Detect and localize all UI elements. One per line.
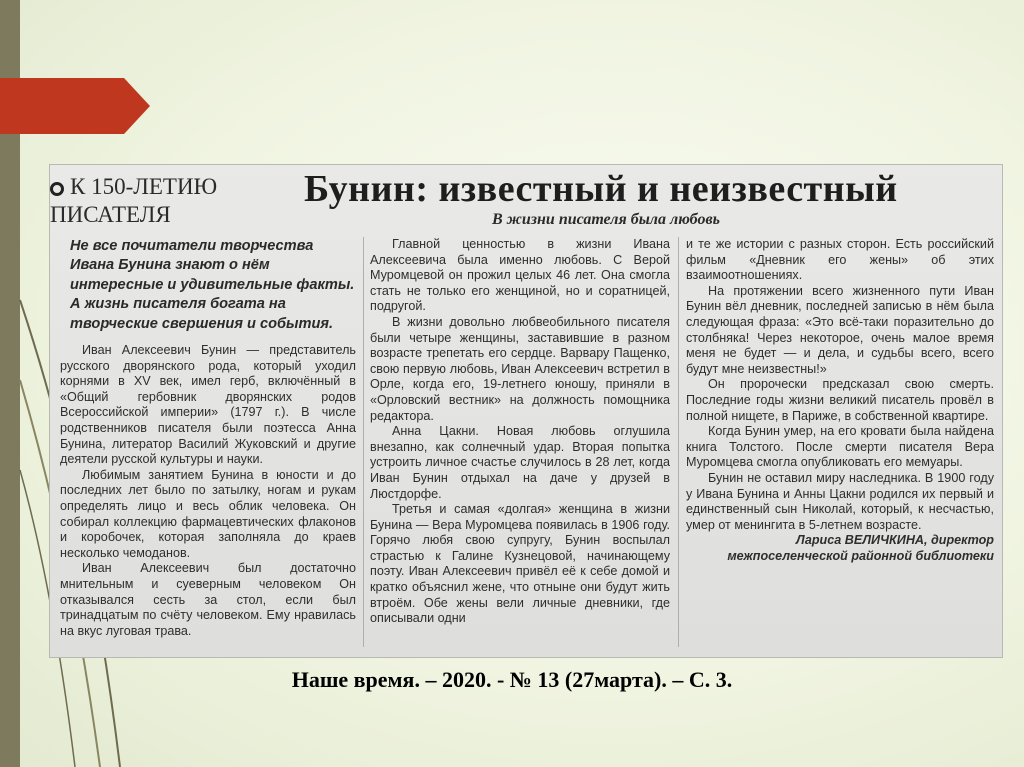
- article-column-1: [60, 343, 356, 639]
- kicker: [50, 173, 270, 229]
- paragraph: Иван Алексеевич был достаточно мнительным и суеверным человеком Он отказывался сесть за стол, если был тринадцатым по счёту человеком. Ему нравилась на вкус луговая трава.: [60, 561, 356, 638]
- paragraph: На протяжении всего жизненного пути Иван Бунин вёл дневник, последней записью в нём была следующая фраза: «Это всё-таки поразительно до столбняка! Через некоторое, очень малое время меня не будет — и дела, и судьбы всего, всего будут мне неизвестны!»: [686, 283, 994, 376]
- article-column-2: [370, 237, 670, 627]
- column-divider: [363, 237, 364, 647]
- author-signature: Лариса ВЕЛИЧКИНА, директор межпоселенческой районной библиотеки: [727, 533, 994, 563]
- headline: Бунин: известный и неизвестный: [304, 168, 898, 210]
- paragraph: Любимым занятием Бунина в юности и до последних лет было по затылку, ногам и рукам определять лицо и весь облик человека. Он собирал коллекцию фармацевтических флаконов и коробочек, которая заполняла до краев несколько чемоданов.: [60, 467, 356, 560]
- paragraph: Главной ценностью в жизни Ивана Алексеевича была именно любовь. С Верой Муромцевой он прожил целых 46 лет. Она смогла стать не только его женщиной, но и соратницей, подругой.: [370, 237, 670, 314]
- paragraph: В жизни довольно любвеобильного писателя были четыре женщины, заставившие в разном возрасте трепетать его сердце. Варвару Пащенко, свою первую любовь, Иван Алексеевич встретил в Орле, когда его, 19-летнего юношу, приняли в «Орловский вестник» на должность помощника редактора.: [370, 314, 670, 423]
- paragraph: Анна Цакни. Новая любовь оглушила внезапно, как солнечный удар. Вторая попытка устроить личное счастье случилось в 28 лет, когда Иван Бунин отдыхал на даче у друзей в Люстдорфе.: [370, 424, 670, 501]
- paragraph: и те же истории с разных сторон. Есть российский фильм «Дневник его жены» об этих взаимоотношениях.: [686, 237, 994, 283]
- paragraph: Иван Алексеевич Бунин — представитель русского дворянского рода, который уходил корнями в XV век, имел герб, включённый в «Общий гербовник дворянских родов Всероссийской империи» (1797 г.). В числе родственников писателя были поэтесса Анна Бунина, литератор Василий Жуковский и другие деятели русской культуры и науки.: [60, 343, 356, 467]
- subheadline: В жизни писателя была любовь: [492, 211, 720, 228]
- kicker-line-1: К 150-ЛЕТИЮ: [70, 174, 218, 199]
- paragraph: Когда Бунин умер, на его кровати была найдена книга Толстого. После смерти писателя Вера Муромцева смогла опубликовать его мемуары.: [686, 424, 994, 470]
- source-citation: Наше время. – 2020. - № 13 (27марта). – С. 3.: [291, 667, 733, 692]
- paragraph: Бунин не оставил миру наследника. В 1900 году у Ивана Бунина и Анны Цакни родился их первый и единственный сын Николай, который, к несчастью, умер от менингита в 5-летнем возрасте.: [686, 470, 994, 532]
- newspaper-clipping: [50, 165, 1002, 657]
- article-column-3: [686, 237, 994, 564]
- paragraph: Третья и самая «долгая» женщина в жизни Бунина — Вера Муромцева появилась в 1906 году. Горячо любя свою супругу, Бунин воспылал страстью к Галине Кузнецовой, начинающему поэту. Иван Алексеевич привёл её к себе домой и кратко объяснил жене, что отныне они будут жить втроём. Обе жены вели личные дневники, где описывали одни: [370, 502, 670, 626]
- red-arrow-marker: [0, 78, 150, 134]
- paragraph: Он пророчески предсказал свою смерть. Последние годы жизни великий писатель провёл в полной нищете, в Париже, в собственной квартире.: [686, 377, 994, 423]
- lead-paragraph: Не все почитатели творчества Ивана Бунина знают о нём интересные и удивительные факты. А жизнь писателя богата на творческие свершения и события.: [70, 238, 355, 332]
- column-divider: [678, 237, 679, 647]
- bullet-icon: [50, 182, 64, 196]
- kicker-line-2: ПИСАТЕЛЯ: [50, 202, 171, 227]
